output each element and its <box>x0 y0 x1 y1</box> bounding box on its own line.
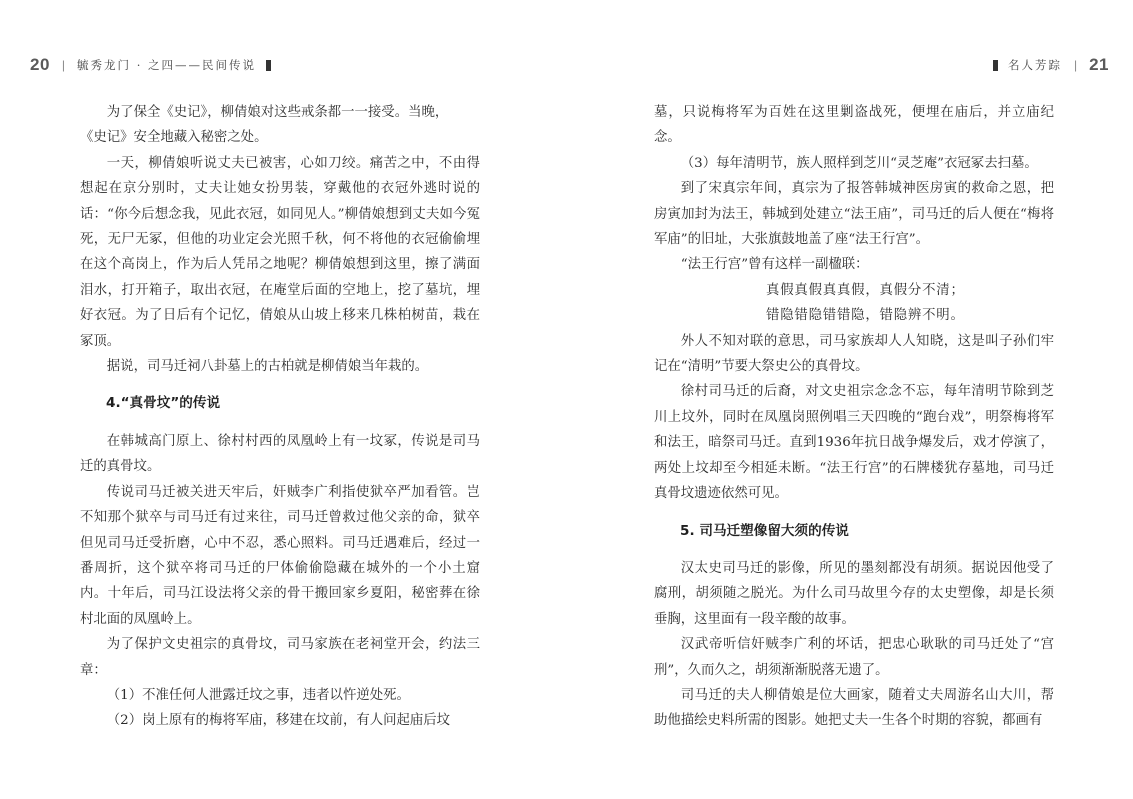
paragraph: 外人不知对联的意思，司马家族却人人知晓，这是叫子孙们牢记在“清明”节要大祭史公的真骨坟。 <box>654 333 1054 375</box>
right-body-text <box>654 100 1054 734</box>
rule-item: （3）每年清明节，族人照样到芝川“灵芝庵”衣冠冢去扫墓。 <box>680 155 1038 171</box>
paragraph: 到了宋真宗年间，真宗为了报答韩城神医房寅的救命之恩，把房寅加封为法王，韩城到处建立“法王庙”，司马迁的后人便在“梅将军庙”的旧址，大张旗鼓地盖了座“法王行宫”。 <box>654 181 1054 248</box>
paragraph: 传说司马迁被关进天牢后，奸贼李广利指使狱卒严加看管。岂不知那个狱卒与司马迁有过来往，司马迁曾救过他父亲的命，狱卒但见司马迁受折磨，心中不忍，悉心照料。司马迁遇难后，经过一番周折，这个狱卒将司马迁的尸体偷偷隐藏在城外的一个小土窟内。十年后，司马江设法将父亲的骨干搬回家乡夏阳，秘密葬在徐村北面的凤凰岭上。 <box>80 484 480 627</box>
header-separator: | <box>1073 58 1078 72</box>
right-page-header <box>983 54 1109 76</box>
running-title: 名人芳踪 <box>1007 58 1062 72</box>
running-title: 毓秀龙门 · 之四——民间传说 <box>77 58 257 72</box>
header-block-mark <box>993 60 998 71</box>
paragraph: 据说，司马迁祠八卦墓上的古柏就是柳倩娘当年栽的。 <box>106 359 429 375</box>
left-body-text <box>80 100 480 734</box>
header-block-mark <box>266 60 271 71</box>
paragraph: 墓，只说梅将军为百姓在这里剿盗战死，便埋在庙后，并立庙纪念。 <box>654 105 1054 146</box>
page-number: 20 <box>30 55 50 74</box>
paragraph: 汉武帝听信奸贼李广利的坏话，把忠心耿耿的司马迁处了“宫刑”，久而久之，胡须渐渐脱落无遗了。 <box>654 637 1054 678</box>
header-separator: | <box>61 58 66 72</box>
couplet-line: 真假真假真真假，真假分不清； <box>766 282 965 298</box>
right-page <box>566 0 1133 799</box>
section-heading: 4.“真骨坟”的传说 <box>106 395 221 412</box>
paragraph: 一天，柳倩娘听说丈夫已被害，心如刀绞。痛苦之中，不由得想起在京分别时，丈夫让她女扮男装，穿戴他的衣冠外逃时说的话：“你今后想念我，见此衣冠，如同见人。”柳倩娘想到丈夫如今冤死，无尸无冢，但他的功业定会光照千秋，何不将他的衣冠偷偷埋在这个高岗上，作为后人凭吊之地呢？柳倩娘想到这里，擦了满面泪水，打开箱子，取出衣冠，在庵堂后面的空地上，挖了墓坑，埋好衣冠。为了日后有个记忆，倩娘从山坡上移来几株柏树苗，栽在冢顶。 <box>80 155 480 349</box>
left-page-header <box>30 54 281 76</box>
paragraph: 徐村司马迁的后裔，对文史祖宗念念不忘，每年清明节除到芝川上坟外，同时在凤凰岗照例唱三天四晚的“跑台戏”，明祭梅将军和法王，暗祭司马迁。直到1936年抗日战争爆发后，戏才停演了，两处上坟却至今相延未断。“法王行宫”的石牌楼犹存墓地，司马迁真骨坟遗迹依然可见。 <box>654 384 1054 502</box>
paragraph: “法王行宫”曾有这样一副楹联： <box>680 257 869 273</box>
rule-item: （2）岗上原有的梅将军庙，移建在坟前，有人问起庙后坟 <box>106 713 451 729</box>
paragraph: 《史记》安全地藏入秘密之处。 <box>80 130 268 146</box>
couplet-line: 错隐错隐错错隐，错隐辨不明。 <box>766 308 965 324</box>
page-number: 21 <box>1089 55 1109 74</box>
paragraph: 为了保全《史记》，柳倩娘对这些戒条都一一接受。当晚， <box>106 105 449 120</box>
left-page <box>0 0 566 799</box>
rule-item: （1）不准任何人泄露迁坟之事，违者以忤逆处死。 <box>106 687 410 703</box>
paragraph: 为了保护文史祖宗的真骨坟，司马家族在老祠堂开会，约法三章： <box>80 637 480 678</box>
section-heading: 5. 司马迁塑像留大须的传说 <box>680 522 849 539</box>
paragraph: 汉太史司马迁的影像，所见的墨刻都没有胡须。据说因他受了腐刑，胡须随之脱光。为什么司马故里今存的太史塑像，却是长须垂胸，这里面有一段辛酸的故事。 <box>654 560 1054 627</box>
paragraph: 在韩城高门原上、徐村村西的凤凰岭上有一坟冢，传说是司马迁的真骨坟。 <box>80 433 480 475</box>
paragraph: 司马迁的夫人柳倩娘是位大画家，随着丈夫周游名山大川，帮助他描绘史料所需的图影。她把丈夫一生各个时期的容貌，都画有 <box>654 687 1054 729</box>
